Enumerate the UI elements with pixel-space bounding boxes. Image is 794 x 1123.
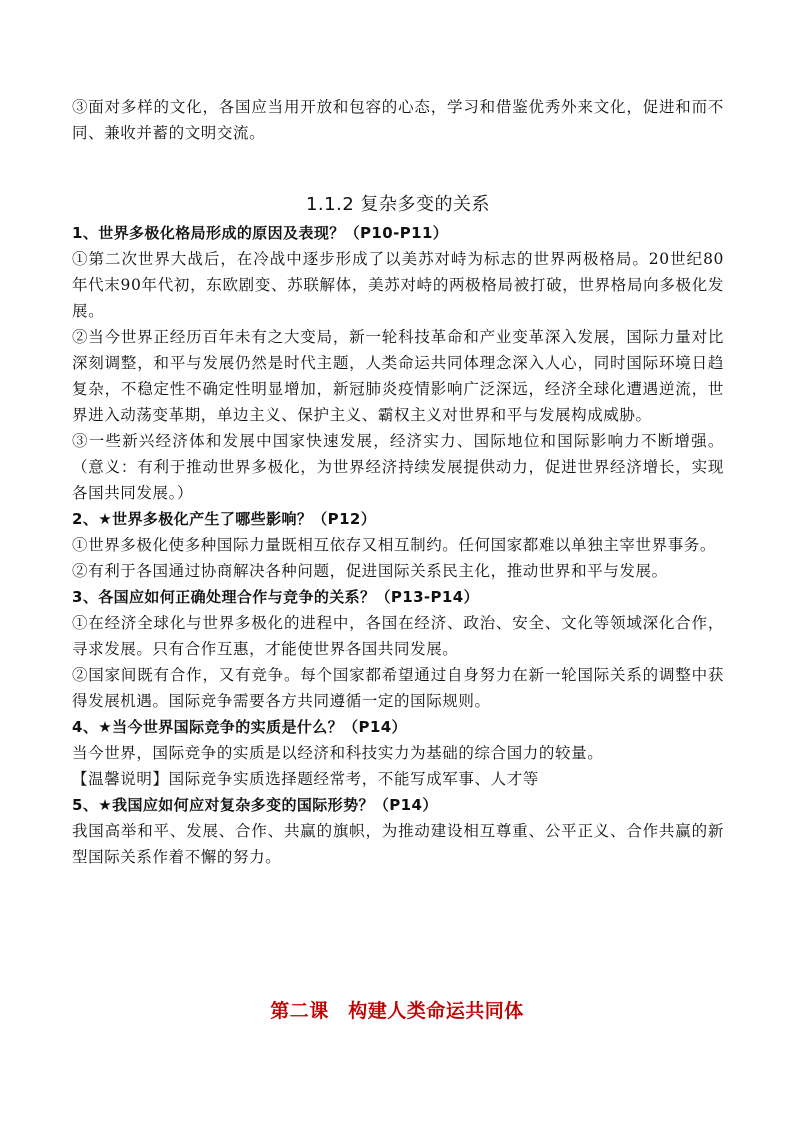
intro-paragraph-3: ③面对多样的文化，各国应当用开放和包容的心态，学习和借鉴优秀外来文化，促进和而不同、兼收并蓄的文明交流。 [72,98,724,142]
question-3-answer-2: ②国家间既有合作，又有竞争。每个国家都希望通过自身努力在新一轮国际关系的调整中获得发展机遇。国际竞争需要各方共同遵循一定的国际规则。 [72,666,724,710]
document-body [72,94,724,870]
question-1-answer-1: ①第二次世界大战后，在冷战中逐步形成了以美苏对峙为标志的世界两极格局。20世纪80年代末90年代初，东欧剧变、苏联解体，美苏对峙的两极格局被打破，世界格局向多极化发展。 [72,250,724,320]
question-1-title: 1、世界多极化格局形成的原因及表现？（P10-P11） [72,224,449,242]
question-3-title: 3、各国应如何正确处理合作与竞争的关系？（P13-P14） [72,588,479,606]
lesson-title: 第二课 构建人类命运共同体 [270,1000,524,1022]
question-2-answer-2: ②有利于各国通过协商解决各种问题，促进国际关系民主化，推动世界和平与发展。 [72,562,668,580]
question-3-answer-1: ①在经济全球化与世界多极化的进程中，各国在经济、政治、安全、文化等领域深化合作，寻求发展。只有合作互惠，才能使世界各国共同发展。 [72,614,724,658]
question-2-title: 2、★世界多极化产生了哪些影响？（P12） [72,510,377,528]
question-1-answer-3: ③一些新兴经济体和发展中国家快速发展，经济实力、国际地位和国际影响力不断增强。（意义：有利于推动世界多极化，为世界经济持续发展提供动力，促进世界经济增长，实现各国共同发展。） [72,432,724,502]
question-4-answer-1: 当今世界，国际竞争的实质是以经济和科技实力为基础的综合国力的较量。 [72,744,604,762]
question-2-answer-1: ①世界多极化使多种国际力量既相互依存又相互制约。任何国家都难以单独主宰世界事务。 [72,536,717,554]
question-1-answer-2: ②当今世界正经历百年未有之大变局，新一轮科技革命和产业变革深入发展，国际力量对比深刻调整，和平与发展仍然是时代主题，人类命运共同体理念深入人心，同时国际环境日趋复杂，不稳定性不确定性明显增加，新冠肺炎疫情影响广泛深远，经济全球化遭遇逆流，世界进入动荡变革期，单边主义、保护主义、霸权主义对世界和平与发展构成威胁。 [72,328,724,424]
question-5-title: 5、★我国应如何应对复杂多变的国际形势？（P14） [72,796,438,814]
question-5-answer-1: 我国高举和平、发展、合作、共赢的旗帜，为推动建设相互尊重、公平正义、合作共赢的新型国际关系作着不懈的努力。 [72,822,724,866]
question-4-tip: 【温馨说明】国际竞争实质选择题经常考，不能写成军事、人才等 [72,770,539,788]
section-title: 1.1.2 复杂多变的关系 [305,194,491,215]
question-4-title: 4、★当今世界国际竞争的实质是什么？（P14） [72,718,407,736]
